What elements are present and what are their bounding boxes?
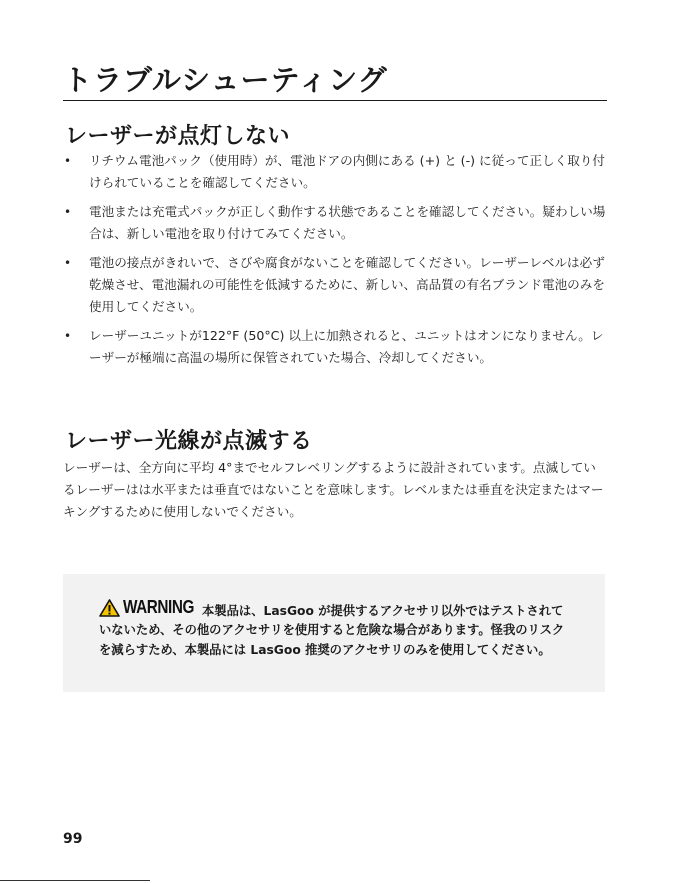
page-title: トラブルシューティング: [63, 63, 388, 97]
list-item: [63, 252, 608, 318]
warning-word: WARNING: [123, 597, 194, 617]
bullet-icon: •: [64, 329, 72, 343]
list-item-text: レーザーユニットが122°F (50°C) 以上に加熱されると、ユニットはオンになりません。レーザーが極端に高温の場所に保管されていた場合、冷却してください。: [89, 328, 604, 365]
list-item: [63, 201, 608, 245]
list-item: [63, 325, 608, 369]
section-heading-laser-not-on: レーザーが点灯しない: [65, 124, 291, 149]
warning-label: [99, 598, 197, 618]
list-item-text: リチウム電池パック（使用時）が、電池ドアの内側にある (+) と (-) に従って正しく取り付けられていることを確認してください。: [89, 153, 605, 190]
bullet-icon: •: [64, 154, 72, 168]
list-item-text: 電池または充電式パックが正しく動作する状態であることを確認してください。疑わしい場合は、新しい電池を取り付けてみてください。: [89, 204, 606, 241]
section-heading-laser-blinking: レーザー光線が点滅する: [65, 429, 313, 454]
bullet-icon: •: [64, 256, 72, 270]
blinking-description: レーザーは、全方向に平均 4°までセルフレベリングするように設計されています。点滅しているレーザーはは水平または垂直ではないことを意味します。レベルまたは垂直を決定またはマーキングするために使用しないでください。: [63, 460, 604, 519]
warning-box: [63, 574, 605, 692]
list-item: [63, 150, 608, 194]
footer-divider: [0, 880, 150, 881]
bullet-icon: •: [64, 205, 72, 219]
troubleshooting-list: [63, 150, 608, 376]
warning-triangle-icon: [99, 599, 120, 617]
warning-message: [99, 598, 574, 660]
title-divider: [63, 100, 607, 101]
warning-text: 本製品は、LasGoo が提供するアクセサリ以外ではテストされていないため、その他のアクセサリを使用すると危険な場合があります。怪我のリスクを減らすため、本製品には LasGoo 推奨のアクセサリのみを使用してください。: [99, 603, 565, 657]
list-item-text: 電池の接点がきれいで、さびや腐食がないことを確認してください。レーザーレベルは必ず乾燥させ、電池漏れの可能性を低減するために、新しい、高品質の有名ブランド電池のみを使用してください。: [89, 255, 605, 314]
page-number: 99: [63, 831, 83, 847]
